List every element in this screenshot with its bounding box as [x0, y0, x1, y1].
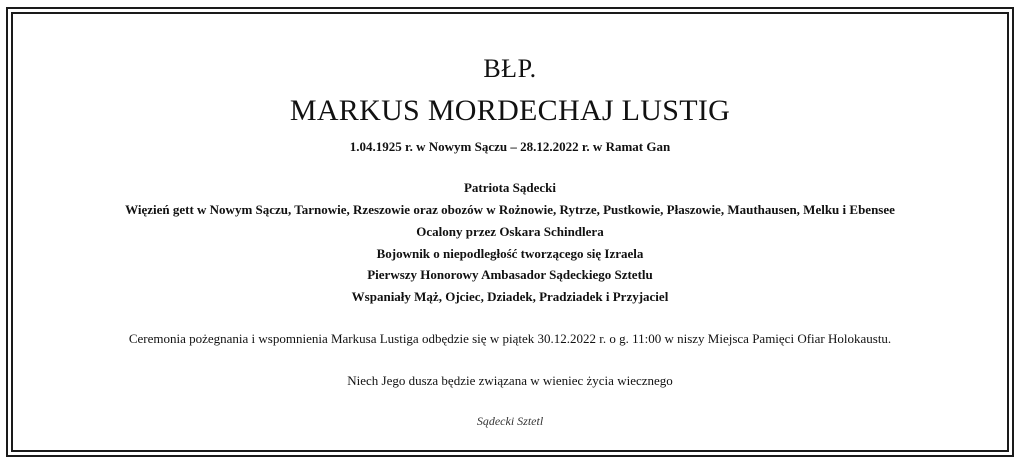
title-line: Pierwszy Honorowy Ambasador Sądeckiego Sztetlu — [367, 267, 653, 282]
title-line: Ocalony przez Oskara Schindlera — [416, 224, 604, 239]
title-line: Więzień gett w Nowym Sączu, Tarnowie, Rzeszowie oraz obozów w Rożnowie, Rytrze, Pustkowie, Płaszowie, Mauthausen, Melku i Ebensee — [125, 202, 895, 217]
life-dates: 1.04.1925 r. w Nowym Sączu – 28.12.2022 r. w Ramat Gan — [349, 139, 671, 154]
title-line: Wspaniały Mąż, Ojciec, Dziadek, Pradziadek i Przyjaciel — [351, 289, 669, 304]
ceremony-info: Ceremonia pożegnania i wspomnienia Markusa Lustiga odbędzie się w piątek 30.12.2022 r. o g. 11:00 w niszy Miejsca Pamięci Ofiar Holokaustu. — [128, 331, 892, 346]
deceased-name: MARKUS MORDECHAJ LUSTIG — [289, 94, 731, 127]
prayer-line: Niech Jego dusza będzie związana w wieniec życia wiecznego — [347, 373, 673, 388]
title-line: Bojownik o niepodległość tworzącego się Izraela — [376, 246, 644, 261]
honorific: BŁP. — [483, 54, 537, 83]
title-line: Patriota Sądecki — [463, 180, 557, 195]
signature: Sądecki Sztetl — [476, 414, 544, 428]
